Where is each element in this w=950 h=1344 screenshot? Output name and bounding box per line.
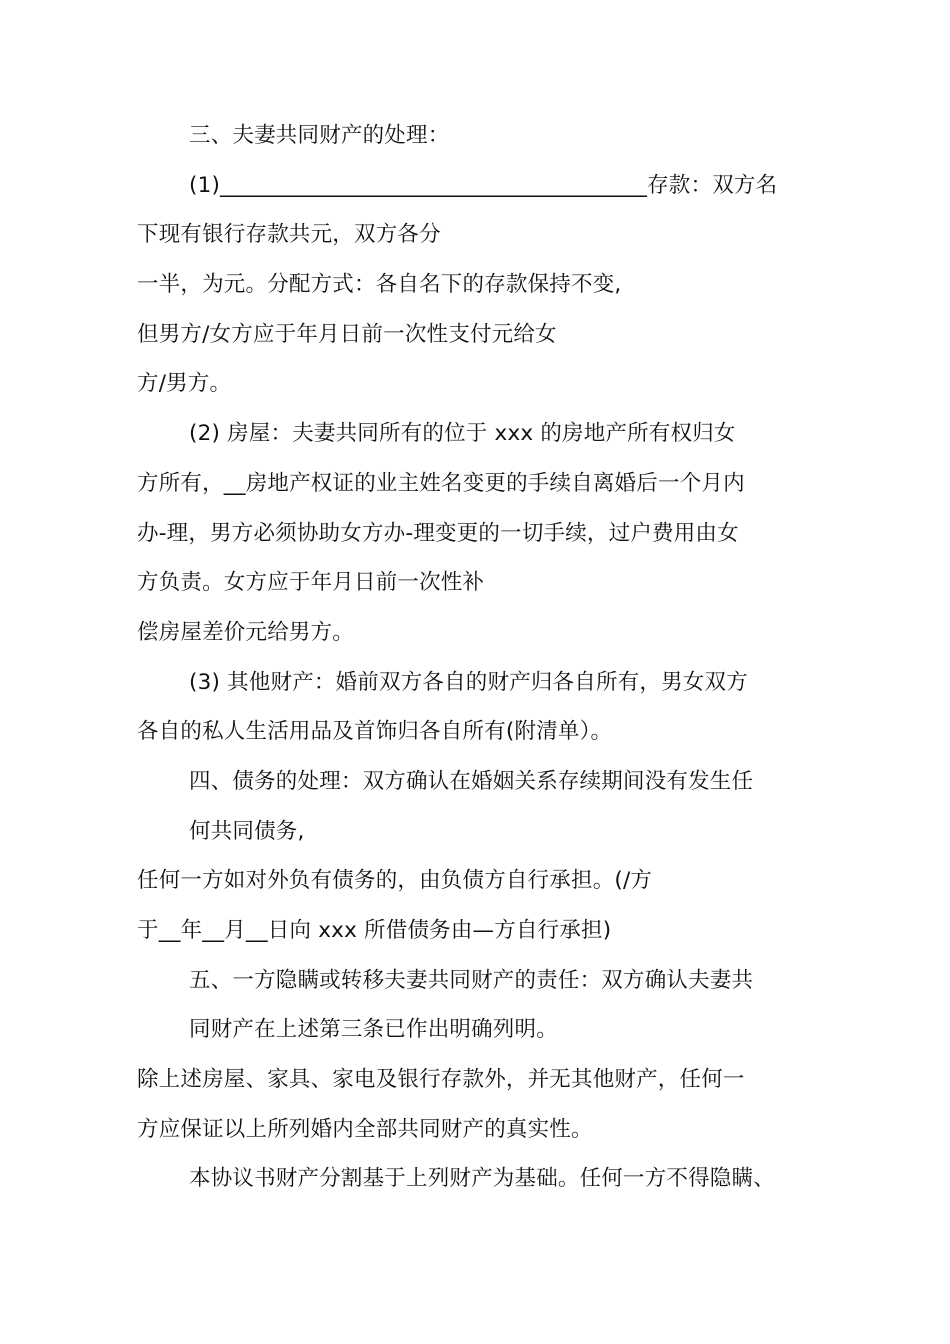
paragraph-line: (3) 其他财产：婚前双方各自的财产归各自所有，男女双方 [189, 670, 748, 695]
section-heading-four: 四、债务的处理：双方确认在婚姻关系存续期间没有发生任 [189, 769, 754, 794]
paragraph-line: 于__年__月__日向 xxx 所借债务由—方自行承担) [137, 918, 612, 943]
paragraph-line: 任何一方如对外负有债务的，由负债方自行承担。(/方 [137, 868, 653, 893]
section-heading-three: 三、夫妻共同财产的处理： [189, 123, 450, 148]
paragraph-line: 方应保证以上所列婚内全部共同财产的真实性。 [137, 1117, 593, 1142]
paragraph-line: 方/男方。 [137, 371, 232, 396]
paragraph-line: 方负责。女方应于年月日前一次性补 [137, 570, 485, 595]
paragraph-line: 一半，为元。分配方式：各自名下的存款保持不变, [137, 272, 622, 297]
paragraph-line: 各自的私人生活用品及首饰归各自所有(附清单）。 [137, 719, 613, 744]
paragraph-line: 除上述房屋、家具、家电及银行存款外，并无其他财产，任何一 [137, 1067, 745, 1092]
paragraph-line: (2) 房屋：夫妻共同所有的位于 xxx 的房地产所有权归女 [189, 421, 736, 446]
paragraph-line: 偿房屋差价元给男方。 [137, 620, 355, 645]
paragraph-line: 同财产在上述第三条已作出明确列明。 [189, 1017, 558, 1042]
paragraph-line: 但男方/女方应于年月日前一次性支付元给女 [137, 322, 557, 347]
paragraph-line: (1)_______________________________________存款：双方名 [189, 173, 778, 198]
paragraph-line: 方所有，__房地产权证的业主姓名变更的手续自离婚后一个月内 [137, 471, 745, 496]
paragraph-line: 何共同债务, [189, 819, 305, 844]
paragraph-line: 本协议书财产分割基于上列财产为基础。任何一方不得隐瞒、 [189, 1166, 775, 1191]
paragraph-line: 办-理，男方必须协助女方办-理变更的一切手续，过户费用由女 [137, 521, 739, 546]
paragraph-line: 下现有银行存款共元，双方各分 [137, 222, 441, 247]
section-heading-five: 五、一方隐瞒或转移夫妻共同财产的责任：双方确认夫妻共 [189, 968, 754, 993]
